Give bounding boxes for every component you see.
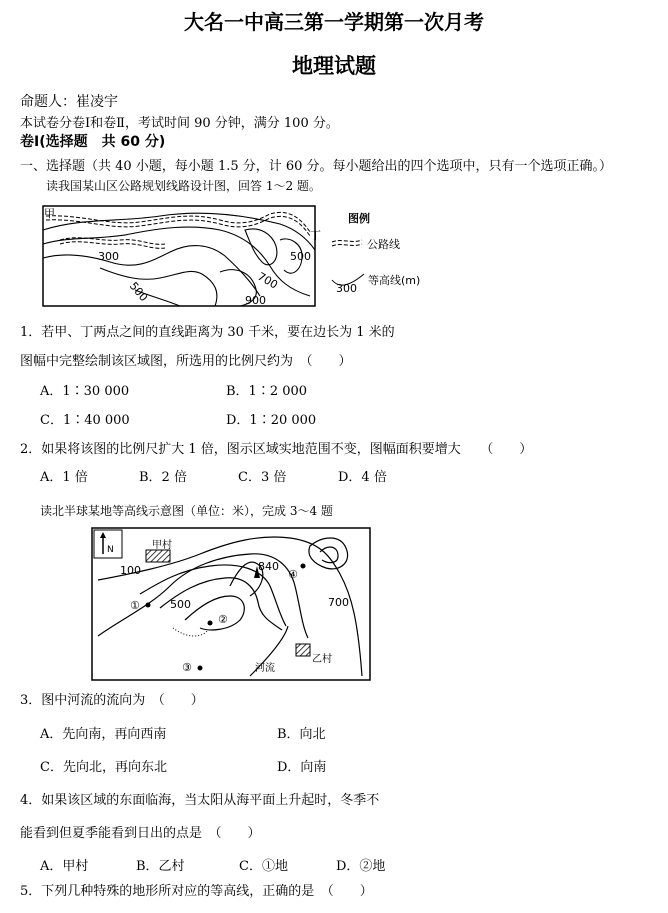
peak-elevation-label: 840 <box>258 560 279 573</box>
point-4-label: ④ <box>288 568 298 581</box>
village-yi-label: 乙村 <box>312 654 332 665</box>
map1-caption: 读我国某山区公路规划线路设计图，回答 1～2 题。 <box>46 179 321 193</box>
question-3: 3．图中河流的流向为 （ ） <box>20 693 204 708</box>
question-2: 2．如果将该图的比例尺扩大 1 倍，图示区域实地范围不变，图幅面积要增大 （ ） <box>20 442 533 457</box>
river-label: 河流 <box>255 663 275 674</box>
map2-caption: 读北半球某地等高线示意图（单位：米），完成 3～4 题 <box>40 504 333 518</box>
author-line: 命题人：崔凌宇 <box>20 94 118 110</box>
contour-map <box>90 526 372 682</box>
question-4-line2: 能看到但夏季能看到日出的点是 （ ） <box>20 826 261 841</box>
north-label: N <box>107 545 114 555</box>
section-title: 卷Ⅰ(选择题 共 60 分) <box>20 134 166 150</box>
intro-line: 本试卷分卷Ⅰ和卷Ⅱ，考试时间 90 分钟，满分 100 分。 <box>20 116 339 131</box>
q2-option-d[interactable]: D．4 倍 <box>338 470 387 485</box>
q4-option-a[interactable]: A．甲村 <box>40 859 89 874</box>
question-1-line2: 图幅中完整绘制该区域图，所选用的比例尺约为 （ ） <box>20 354 352 369</box>
q4-option-b[interactable]: B．乙村 <box>136 859 185 874</box>
legend-title: 图例 <box>348 212 370 225</box>
q1-option-b[interactable]: B．1∶2 000 <box>226 384 308 399</box>
contour-label: 300 <box>98 250 119 263</box>
point-3-label: ③ <box>182 661 192 674</box>
point-2-label: ② <box>218 613 228 626</box>
q4-option-d[interactable]: D．②地 <box>336 859 386 874</box>
contour-label: 900 <box>245 294 266 307</box>
q2-option-c[interactable]: C．3 倍 <box>238 470 287 485</box>
q3-option-d[interactable]: D．向南 <box>277 760 327 775</box>
point-3-marker <box>198 666 203 671</box>
point-jia-label: 甲 <box>44 207 55 220</box>
legend-contour-label: 等高线(m) <box>368 274 421 287</box>
q2-option-a[interactable]: A．1 倍 <box>40 470 88 485</box>
village-jia-symbol <box>146 550 170 562</box>
legend-road-label: 公路线 <box>367 238 400 251</box>
point-1-label: ① <box>130 599 140 612</box>
legend-contour-value: 300 <box>336 282 357 295</box>
village-jia-label: 甲村 <box>152 540 172 551</box>
contour-label: 500 <box>126 279 151 304</box>
contour-label: 700 <box>255 269 280 292</box>
q3-option-b[interactable]: B．向北 <box>277 727 326 742</box>
q1-option-d[interactable]: D．1∶20 000 <box>226 413 317 428</box>
q1-option-a[interactable]: A．1∶30 000 <box>40 384 130 399</box>
contour-label: 700 <box>328 596 349 609</box>
q1-option-c[interactable]: C．1∶40 000 <box>40 413 130 428</box>
question-4-line1: 4．如果该区域的东面临海，当太阳从海平面上升起时，冬季不 <box>20 793 380 808</box>
contour-label: 500 <box>290 250 311 263</box>
road-planning-map <box>40 200 440 312</box>
contour-label: 100 <box>120 564 141 577</box>
point-4-marker <box>301 564 306 569</box>
point-ding-label: 丁 <box>310 229 321 242</box>
question-1-line1: 1．若甲、丁两点之间的直线距离为 30 千米，要在边长为 1 米的 <box>20 325 395 340</box>
exam-title: 大名一中高三第一学期第一次月考 <box>184 10 484 34</box>
subject-title: 地理试题 <box>292 54 376 78</box>
village-yi-symbol <box>296 644 310 656</box>
legend-road-symbol <box>332 240 362 242</box>
question-5: 5．下列几种特殊的地形所对应的等高线，正确的是 （ ） <box>20 884 373 899</box>
point-2-marker <box>208 621 213 626</box>
point-1-marker <box>146 603 151 608</box>
q4-option-c[interactable]: C．①地 <box>239 859 288 874</box>
q3-option-c[interactable]: C．先向北，再向东北 <box>40 760 167 775</box>
q3-option-a[interactable]: A．先向南，再向西南 <box>40 727 167 742</box>
contour-label: 500 <box>170 598 191 611</box>
q2-option-b[interactable]: B．2 倍 <box>139 470 187 485</box>
section-description: 一、选择题（共 40 小题，每小题 1.5 分，计 60 分。每小题给出的四个选项中，只有一个选项正确。） <box>20 159 613 174</box>
